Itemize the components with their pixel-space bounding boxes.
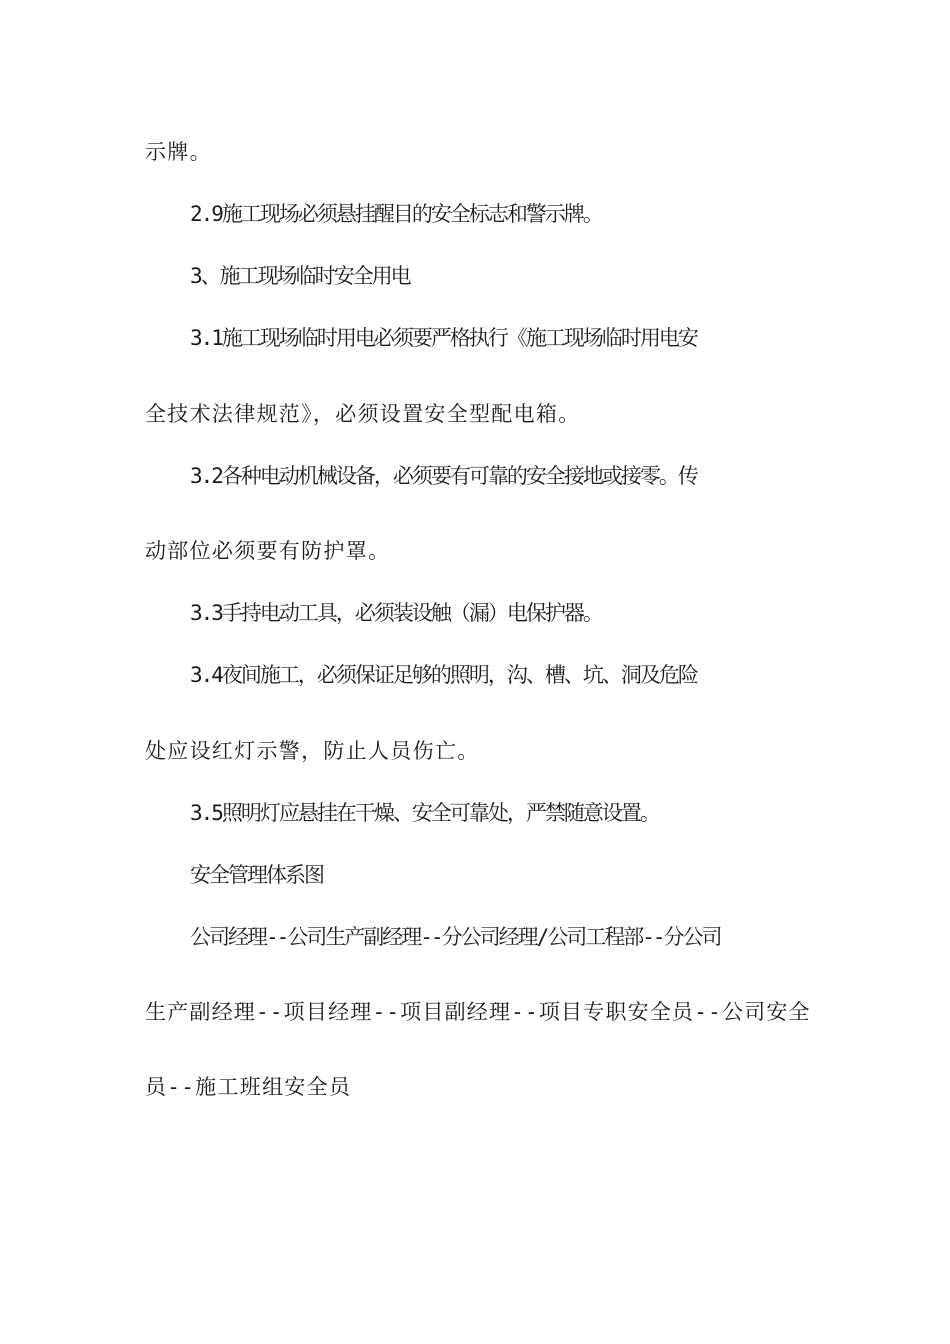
text-line-item-3-3: 3.3手持电动工具，必须装设触（漏）电保护器。 [190,601,602,625]
section-heading-3: 3、施工现场临时安全用电 [190,264,410,288]
text-line-item-3-2-cont: 动部位必须要有防护罩。 [145,539,391,563]
text-line-item-3-1-cont: 全技术法律规范》，必须设置安全型配电箱。 [145,402,581,426]
text-line-hierarchy-1: 公司经理--公司生产副经理--分公司经理/公司工程部--分公司 [190,925,721,949]
text-line-item-3-2: 3.2各种电动机械设备，必须要有可靠的安全接地或接零。传 [190,464,697,488]
text-line-item-3-4: 3.4夜间施工，必须保证足够的照明，沟、槽、坑、洞及危险 [190,663,697,687]
text-line-continuation: 示牌。 [145,140,212,164]
text-line-item-3-4-cont: 处应设红灯示警，防止人员伤亡。 [145,739,480,763]
text-line-item-3-1: 3.1施工现场临时用电必须要严格执行《施工现场临时用电安 [190,326,697,350]
text-line-hierarchy-3: 员--施工班组安全员 [145,1075,352,1099]
text-line-item-3-5: 3.5照明灯应悬挂在干燥、安全可靠处，严禁随意设置。 [190,801,659,825]
section-heading-safety-system: 安全管理体系图 [190,863,323,887]
text-line-item-2-9: 2.9施工现场必须悬挂醒目的安全标志和警示牌。 [190,202,602,226]
text-line-hierarchy-2: 生产副经理--项目经理--项目副经理--项目专职安全员--公司安全 [145,1000,811,1024]
